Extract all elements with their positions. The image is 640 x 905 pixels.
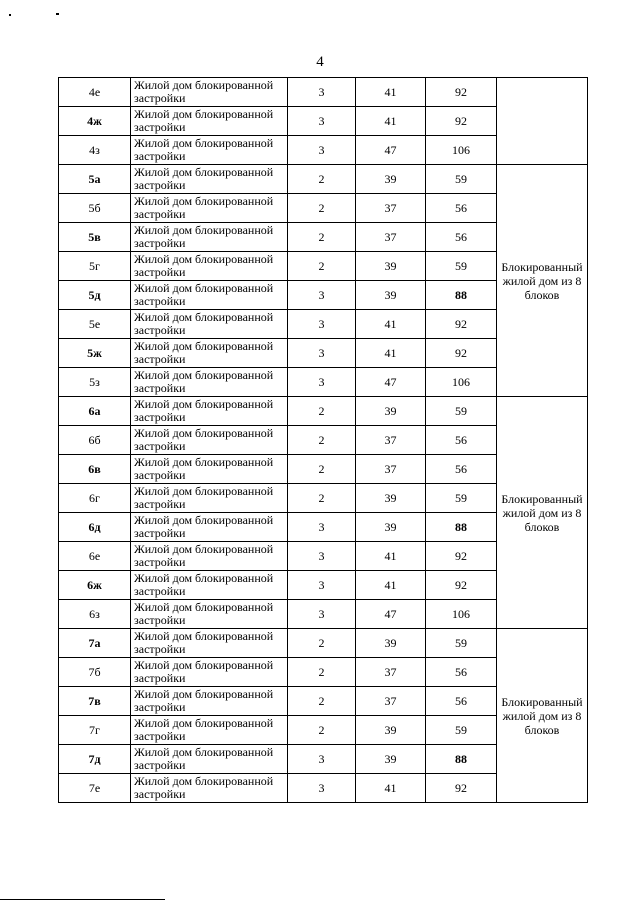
area-value-2: 59 xyxy=(426,397,497,426)
area-value-1: 37 xyxy=(356,194,426,223)
house-number: 5б xyxy=(59,194,131,223)
house-type: Жилой дом блокированной застройки xyxy=(131,165,288,194)
table-body xyxy=(59,78,588,803)
footer-line xyxy=(0,899,165,900)
area-value-1: 39 xyxy=(356,165,426,194)
house-number: 6ж xyxy=(59,571,131,600)
house-number: 7д xyxy=(59,745,131,774)
house-number: 6з xyxy=(59,600,131,629)
house-type: Жилой дом блокированной застройки xyxy=(131,455,288,484)
floors-count: 2 xyxy=(288,687,356,716)
area-value-2: 59 xyxy=(426,484,497,513)
house-type: Жилой дом блокированной застройки xyxy=(131,774,288,803)
house-type: Жилой дом блокированной застройки xyxy=(131,223,288,252)
page-number: 4 xyxy=(316,54,324,70)
floors-count: 2 xyxy=(288,658,356,687)
floors-count: 2 xyxy=(288,484,356,513)
house-type: Жилой дом блокированной застройки xyxy=(131,397,288,426)
floors-count: 2 xyxy=(288,223,356,252)
table-row xyxy=(59,397,588,426)
area-value-1: 39 xyxy=(356,484,426,513)
area-value-1: 37 xyxy=(356,455,426,484)
area-value-2: 92 xyxy=(426,310,497,339)
house-number: 6е xyxy=(59,542,131,571)
area-value-1: 39 xyxy=(356,629,426,658)
house-type: Жилой дом блокированной застройки xyxy=(131,484,288,513)
floors-count: 3 xyxy=(288,107,356,136)
area-value-1: 41 xyxy=(356,774,426,803)
house-type: Жилой дом блокированной застройки xyxy=(131,629,288,658)
floors-count: 2 xyxy=(288,716,356,745)
house-number: 7е xyxy=(59,774,131,803)
area-value-1: 39 xyxy=(356,281,426,310)
area-value-1: 41 xyxy=(356,107,426,136)
house-type: Жилой дом блокированной застройки xyxy=(131,658,288,687)
area-value-2: 92 xyxy=(426,542,497,571)
house-number: 5а xyxy=(59,165,131,194)
area-value-2: 59 xyxy=(426,716,497,745)
floors-count: 3 xyxy=(288,571,356,600)
floors-count: 2 xyxy=(288,194,356,223)
floors-count: 2 xyxy=(288,426,356,455)
area-value-1: 41 xyxy=(356,571,426,600)
area-value-2: 56 xyxy=(426,223,497,252)
area-value-1: 37 xyxy=(356,687,426,716)
table-row xyxy=(59,165,588,194)
area-value-2: 88 xyxy=(426,513,497,542)
house-number: 5е xyxy=(59,310,131,339)
house-number: 5ж xyxy=(59,339,131,368)
table-row xyxy=(59,78,588,107)
house-type: Жилой дом блокированной застройки xyxy=(131,310,288,339)
houses-table xyxy=(58,77,588,803)
area-value-2: 59 xyxy=(426,165,497,194)
area-value-2: 88 xyxy=(426,281,497,310)
house-number: 5д xyxy=(59,281,131,310)
house-number: 7а xyxy=(59,629,131,658)
house-type: Жилой дом блокированной застройки xyxy=(131,368,288,397)
table-row xyxy=(59,629,588,658)
area-value-2: 92 xyxy=(426,774,497,803)
house-number: 7в xyxy=(59,687,131,716)
area-value-1: 47 xyxy=(356,368,426,397)
house-number: 6а xyxy=(59,397,131,426)
area-value-1: 39 xyxy=(356,397,426,426)
house-type: Жилой дом блокированной застройки xyxy=(131,136,288,165)
house-number: 6в xyxy=(59,455,131,484)
floors-count: 2 xyxy=(288,629,356,658)
scan-mark-tick xyxy=(56,13,59,15)
floors-count: 3 xyxy=(288,281,356,310)
area-value-1: 41 xyxy=(356,78,426,107)
house-number: 4ж xyxy=(59,107,131,136)
floors-count: 3 xyxy=(288,513,356,542)
house-number: 4е xyxy=(59,78,131,107)
house-type: Жилой дом блокированной застройки xyxy=(131,571,288,600)
area-value-1: 41 xyxy=(356,310,426,339)
area-value-1: 47 xyxy=(356,600,426,629)
area-value-2: 56 xyxy=(426,194,497,223)
block-group-label: Блокированный жилой дом из 8 блоков xyxy=(497,165,588,397)
floors-count: 3 xyxy=(288,78,356,107)
house-number: 5г xyxy=(59,252,131,281)
area-value-2: 59 xyxy=(426,629,497,658)
house-type: Жилой дом блокированной застройки xyxy=(131,281,288,310)
house-number: 5з xyxy=(59,368,131,397)
house-type: Жилой дом блокированной застройки xyxy=(131,426,288,455)
area-value-2: 92 xyxy=(426,339,497,368)
house-number: 6г xyxy=(59,484,131,513)
area-value-1: 39 xyxy=(356,513,426,542)
floors-count: 2 xyxy=(288,397,356,426)
area-value-1: 47 xyxy=(356,136,426,165)
floors-count: 3 xyxy=(288,745,356,774)
house-number: 7б xyxy=(59,658,131,687)
house-type: Жилой дом блокированной застройки xyxy=(131,542,288,571)
area-value-2: 56 xyxy=(426,687,497,716)
house-type: Жилой дом блокированной застройки xyxy=(131,745,288,774)
area-value-2: 56 xyxy=(426,455,497,484)
area-value-2: 92 xyxy=(426,107,497,136)
area-value-1: 39 xyxy=(356,745,426,774)
floors-count: 3 xyxy=(288,368,356,397)
house-type: Жилой дом блокированной застройки xyxy=(131,339,288,368)
house-type: Жилой дом блокированной застройки xyxy=(131,513,288,542)
area-value-1: 41 xyxy=(356,339,426,368)
house-number: 6б xyxy=(59,426,131,455)
floors-count: 3 xyxy=(288,774,356,803)
house-type: Жилой дом блокированной застройки xyxy=(131,194,288,223)
area-value-2: 92 xyxy=(426,571,497,600)
house-type: Жилой дом блокированной застройки xyxy=(131,252,288,281)
house-number: 6д xyxy=(59,513,131,542)
house-type: Жилой дом блокированной застройки xyxy=(131,687,288,716)
floors-count: 2 xyxy=(288,455,356,484)
area-value-1: 39 xyxy=(356,716,426,745)
floors-count: 2 xyxy=(288,165,356,194)
block-group-label: Блокированный жилой дом из 8 блоков xyxy=(497,397,588,629)
house-type: Жилой дом блокированной застройки xyxy=(131,78,288,107)
house-number: 7г xyxy=(59,716,131,745)
house-type: Жилой дом блокированной застройки xyxy=(131,716,288,745)
area-value-1: 41 xyxy=(356,542,426,571)
floors-count: 3 xyxy=(288,136,356,165)
area-value-1: 37 xyxy=(356,223,426,252)
floors-count: 2 xyxy=(288,252,356,281)
area-value-2: 92 xyxy=(426,78,497,107)
area-value-2: 59 xyxy=(426,252,497,281)
area-value-1: 39 xyxy=(356,252,426,281)
house-number: 4з xyxy=(59,136,131,165)
house-number: 5в xyxy=(59,223,131,252)
area-value-2: 56 xyxy=(426,658,497,687)
area-value-1: 37 xyxy=(356,426,426,455)
floors-count: 3 xyxy=(288,542,356,571)
house-type: Жилой дом блокированной застройки xyxy=(131,600,288,629)
area-value-2: 106 xyxy=(426,368,497,397)
area-value-2: 106 xyxy=(426,600,497,629)
block-group-label: Блокированный жилой дом из 8 блоков xyxy=(497,629,588,803)
floors-count: 3 xyxy=(288,339,356,368)
area-value-2: 106 xyxy=(426,136,497,165)
block-group-label xyxy=(497,78,588,165)
floors-count: 3 xyxy=(288,310,356,339)
area-value-2: 56 xyxy=(426,426,497,455)
area-value-1: 37 xyxy=(356,658,426,687)
area-value-2: 88 xyxy=(426,745,497,774)
floors-count: 3 xyxy=(288,600,356,629)
house-type: Жилой дом блокированной застройки xyxy=(131,107,288,136)
scan-mark-dot xyxy=(9,14,11,16)
